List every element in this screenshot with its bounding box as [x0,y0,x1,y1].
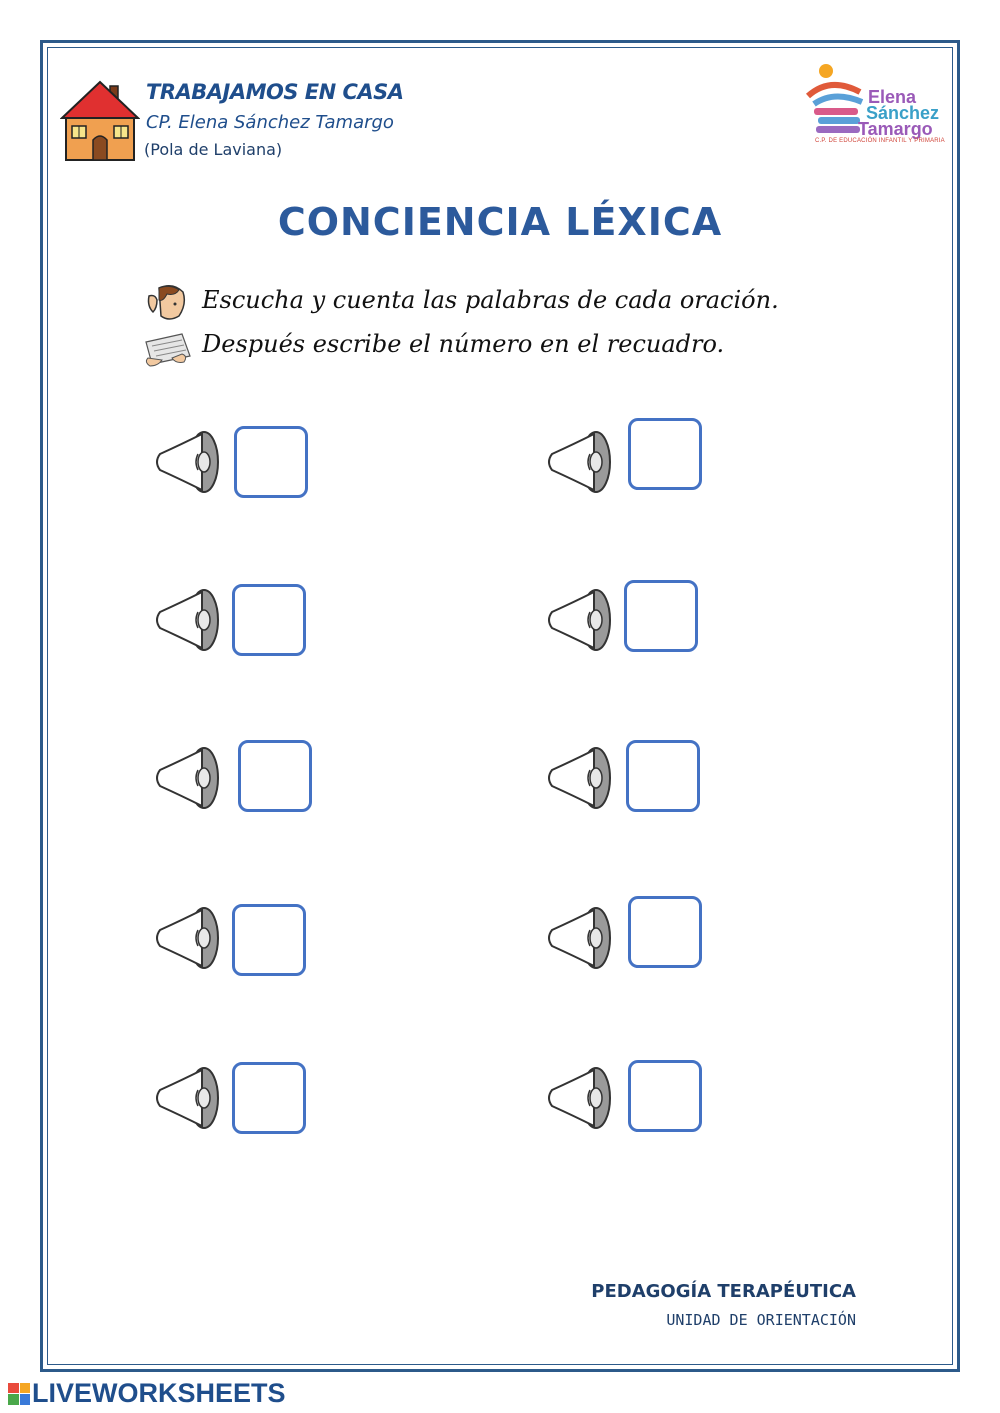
speaker-icon[interactable] [544,430,616,502]
house-icon [60,80,140,162]
header-title: TRABAJAMOS EN CASA [146,80,404,104]
answer-box[interactable] [628,896,702,968]
answer-box[interactable] [624,580,698,652]
logo-caption: C.P. DE EDUCACIÓN INFANTIL Y PRIMARIA [815,138,945,144]
writing-keyboard-icon [142,328,192,368]
page-border-inner [47,47,953,1365]
liveworksheets-brand [8,1378,286,1409]
exercise-item [544,588,714,678]
header-location: (Pola de Laviana) [144,140,283,159]
speaker-icon[interactable] [544,906,616,978]
speaker-icon[interactable] [544,588,616,660]
exercise-item [544,430,714,520]
exercise-item [152,1066,322,1156]
speaker-icon[interactable] [544,1066,616,1138]
listening-ear-icon [145,282,189,322]
speaker-icon[interactable] [152,1066,224,1138]
answer-box[interactable] [232,1062,306,1134]
brand-name: LIVEWORKSHEETS [32,1378,286,1408]
footer-unit: UNIDAD DE ORIENTACIÓN [666,1311,856,1329]
exercise-item [544,1066,714,1156]
logo-text-line2: Sánchez [866,103,940,123]
logo-text-line3: Tamargo [858,119,933,139]
answer-box[interactable] [628,1060,702,1132]
liveworksheets-logo-icon [8,1383,30,1405]
answer-box[interactable] [232,584,306,656]
exercise-item [544,906,714,996]
speaker-icon[interactable] [544,746,616,818]
footer-department: PEDAGOGÍA TERAPÉUTICA [591,1281,856,1302]
page-title: CONCIENCIA LÉXICA [277,200,723,244]
speaker-icon[interactable] [152,430,224,502]
instruction-write: Después escribe el número en el recuadro. [202,330,725,358]
speaker-icon[interactable] [152,906,224,978]
answer-box[interactable] [626,740,700,812]
exercise-item [544,746,714,836]
answer-box[interactable] [628,418,702,490]
exercise-item [152,906,322,996]
answer-box[interactable] [238,740,312,812]
header-school: CP. Elena Sánchez Tamargo [146,112,394,133]
speaker-icon[interactable] [152,746,224,818]
answer-box[interactable] [232,904,306,976]
speaker-icon[interactable] [152,588,224,660]
instruction-listen: Escucha y cuenta las palabras de cada oración. [202,286,779,314]
exercise-item [152,430,322,520]
exercise-item [152,588,322,678]
answer-box[interactable] [234,426,308,498]
exercise-item [152,746,322,836]
logo-text-line1: Elena [868,87,917,107]
